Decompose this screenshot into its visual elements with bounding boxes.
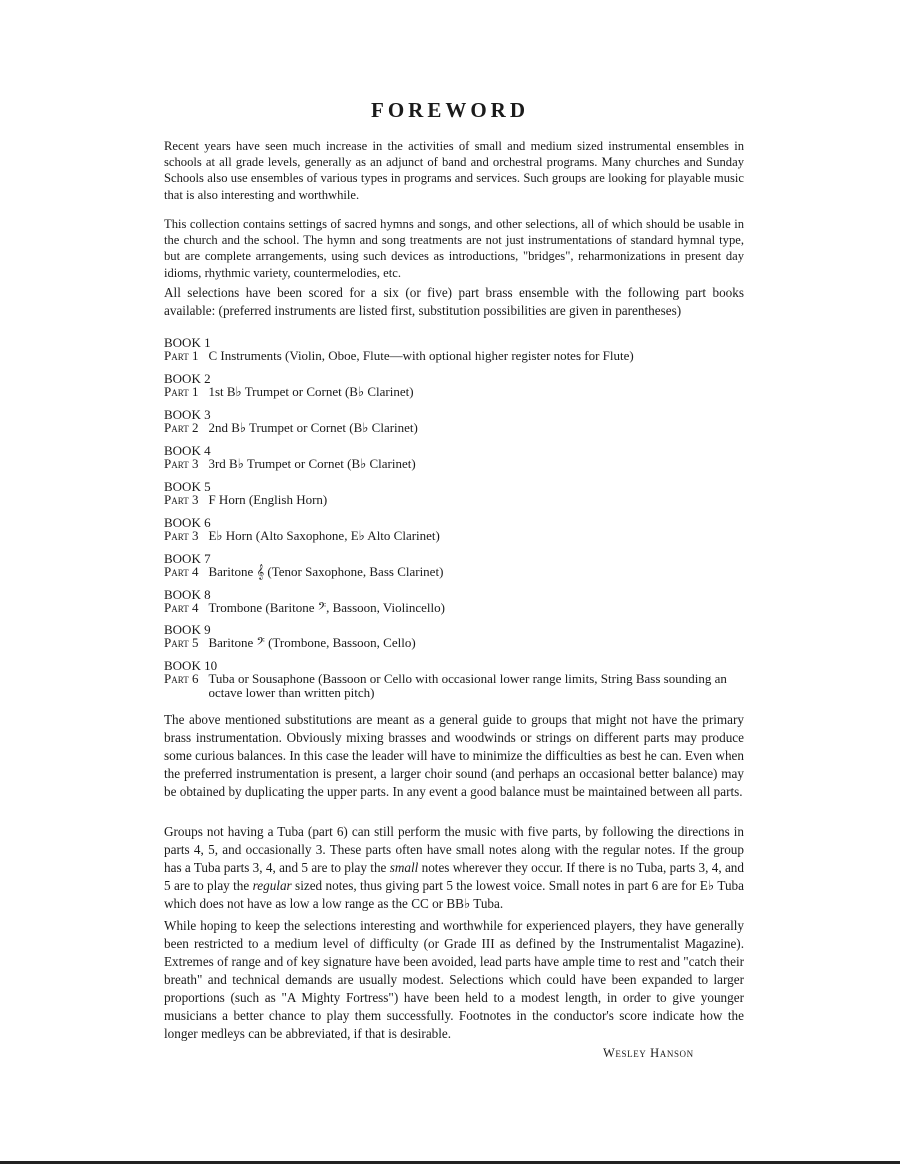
author-signature: Wesley Hanson (603, 1046, 694, 1060)
book-label: BOOK 2 (164, 371, 211, 386)
tuba-text-2: notes wherever they occur. If there is no Tuba, parts 3, 4, and 5 are to play the (164, 860, 744, 893)
book-description: F Horn (English Horn) (208, 492, 328, 507)
part-label: Part 6 (164, 671, 199, 686)
book-entry-7 (164, 552, 764, 578)
book-entry-9 (164, 623, 764, 649)
tuba-paragraph (164, 823, 744, 913)
book-description: Baritone 𝄢 (Trombone, Bassoon, Cello) (208, 635, 416, 650)
book-entry-1 (164, 336, 764, 362)
book-label: BOOK 5 (164, 479, 211, 494)
book-description: 3rd B♭ Trumpet or Cornet (B♭ Clarinet) (208, 456, 416, 471)
tuba-emphasis-regular: regular (252, 878, 292, 893)
book-entry-3 (164, 408, 764, 434)
part-label: Part 1 (164, 384, 199, 399)
book-label: BOOK 10 (164, 658, 218, 673)
book-description: Tuba or Sousaphone (Bassoon or Cello with occasional lower range limits, String Bass sounding an octave lower than written pitch) (208, 671, 727, 700)
part-label: Part 2 (164, 420, 199, 435)
part-label: Part 5 (164, 635, 199, 650)
part-label: Part 4 (164, 564, 199, 579)
intro-paragraph: Recent years have seen much increase in the activities of small and medium sized instrumental ensembles in schools at all grade levels, generally as an adjunct of band and orchestral programs. Many churches and Sunday Schools also use ensembles of various types in programs and services. Such groups are looking for playable music that is also interesting and worthwhile. (164, 139, 744, 202)
book-entry-10 (164, 659, 754, 700)
book-entry-4 (164, 444, 764, 470)
tuba-text-1: Groups not having a Tuba (part 6) can still perform the music with five parts, by following the directions in parts 4, 5, and occasionally 3. These parts often have small notes along with the regular notes. If the group has a Tuba parts 3, 4, and 5 are to play the (164, 824, 744, 875)
book-description: Baritone 𝄞 (Tenor Saxophone, Bass Clarinet) (208, 564, 444, 579)
part-label: Part 3 (164, 528, 199, 543)
book-description: E♭ Horn (Alto Saxophone, E♭ Alto Clarinet) (208, 528, 440, 543)
book-entry-6 (164, 516, 764, 542)
difficulty-paragraph: While hoping to keep the selections interesting and worthwhile for experienced players, they have generally been restricted to a medium level of difficulty (or Grade III as defined by the Instrumentalist Magazine). Extremes of range and of key signature have been avoided, lead parts have ample time to rest and "catch their breath" and technical demands are usually modest. Selections which could have been expanded to larger proportions (such as "A Mighty Fortress") have been held to a modest length, in order to give younger musicians a better chance to play them successfully. Footnotes in the conductor's score indicate how the longer medleys can be abbreviated, if that is desirable. (164, 918, 744, 1041)
book-label: BOOK 3 (164, 407, 211, 422)
book-description: 1st B♭ Trumpet or Cornet (B♭ Clarinet) (208, 384, 414, 399)
collection-paragraph: This collection contains settings of sacred hymns and songs, and other selections, all of which should be usable in the church and the school. The hymn and song treatments are not just instrumentations of standard hymnal type, but are complete arrangements, using such devices as introductions, "bridges", reharmonizations in present day idioms, rhythmic variety, countermelodies, etc. (164, 217, 744, 280)
substitution-paragraph: The above mentioned substitutions are meant as a general guide to groups that might not have the primary brass instrumentation. Obviously mixing brasses and woodwinds or strings on different parts may produce some curious balances. In this case the leader will have to minimize the difficulties as best he can. Even when the preferred instrumentation is present, a larger choir sound (and perhaps an occasional better balance) may be obtained by duplicating the upper parts. In any event a good balance must be maintained between all parts. (164, 712, 744, 799)
part-label: Part 1 (164, 348, 199, 363)
part-label: Part 4 (164, 600, 199, 615)
book-description: 2nd B♭ Trumpet or Cornet (B♭ Clarinet) (208, 420, 418, 435)
book-label: BOOK 1 (164, 335, 211, 350)
scoring-paragraph: All selections have been scored for a six (or five) part brass ensemble with the following part books available: (preferred instruments are listed first, substitution possibilities are given in parentheses) (164, 285, 744, 318)
book-description: C Instruments (Violin, Oboe, Flute—with optional higher register notes for Flute) (208, 348, 634, 363)
part-label: Part 3 (164, 456, 199, 471)
book-entry-5 (164, 480, 764, 506)
book-entry-8 (164, 588, 764, 614)
tuba-emphasis-small: small (389, 860, 419, 875)
page-title: FOREWORD (371, 98, 529, 122)
book-label: BOOK 6 (164, 515, 211, 530)
book-label: BOOK 8 (164, 587, 211, 602)
part-label: Part 3 (164, 492, 199, 507)
book-entry-2 (164, 372, 764, 398)
tuba-text-3: sized notes, thus giving part 5 the lowest voice. Small notes in part 6 are for E♭ Tuba which does not have as low a low range as the CC or BB♭ Tuba. (164, 878, 744, 911)
book-label: BOOK 4 (164, 443, 211, 458)
book-label: BOOK 7 (164, 551, 211, 566)
book-description: Trombone (Baritone 𝄢, Bassoon, Violincello) (208, 600, 445, 615)
book-label: BOOK 9 (164, 622, 211, 637)
